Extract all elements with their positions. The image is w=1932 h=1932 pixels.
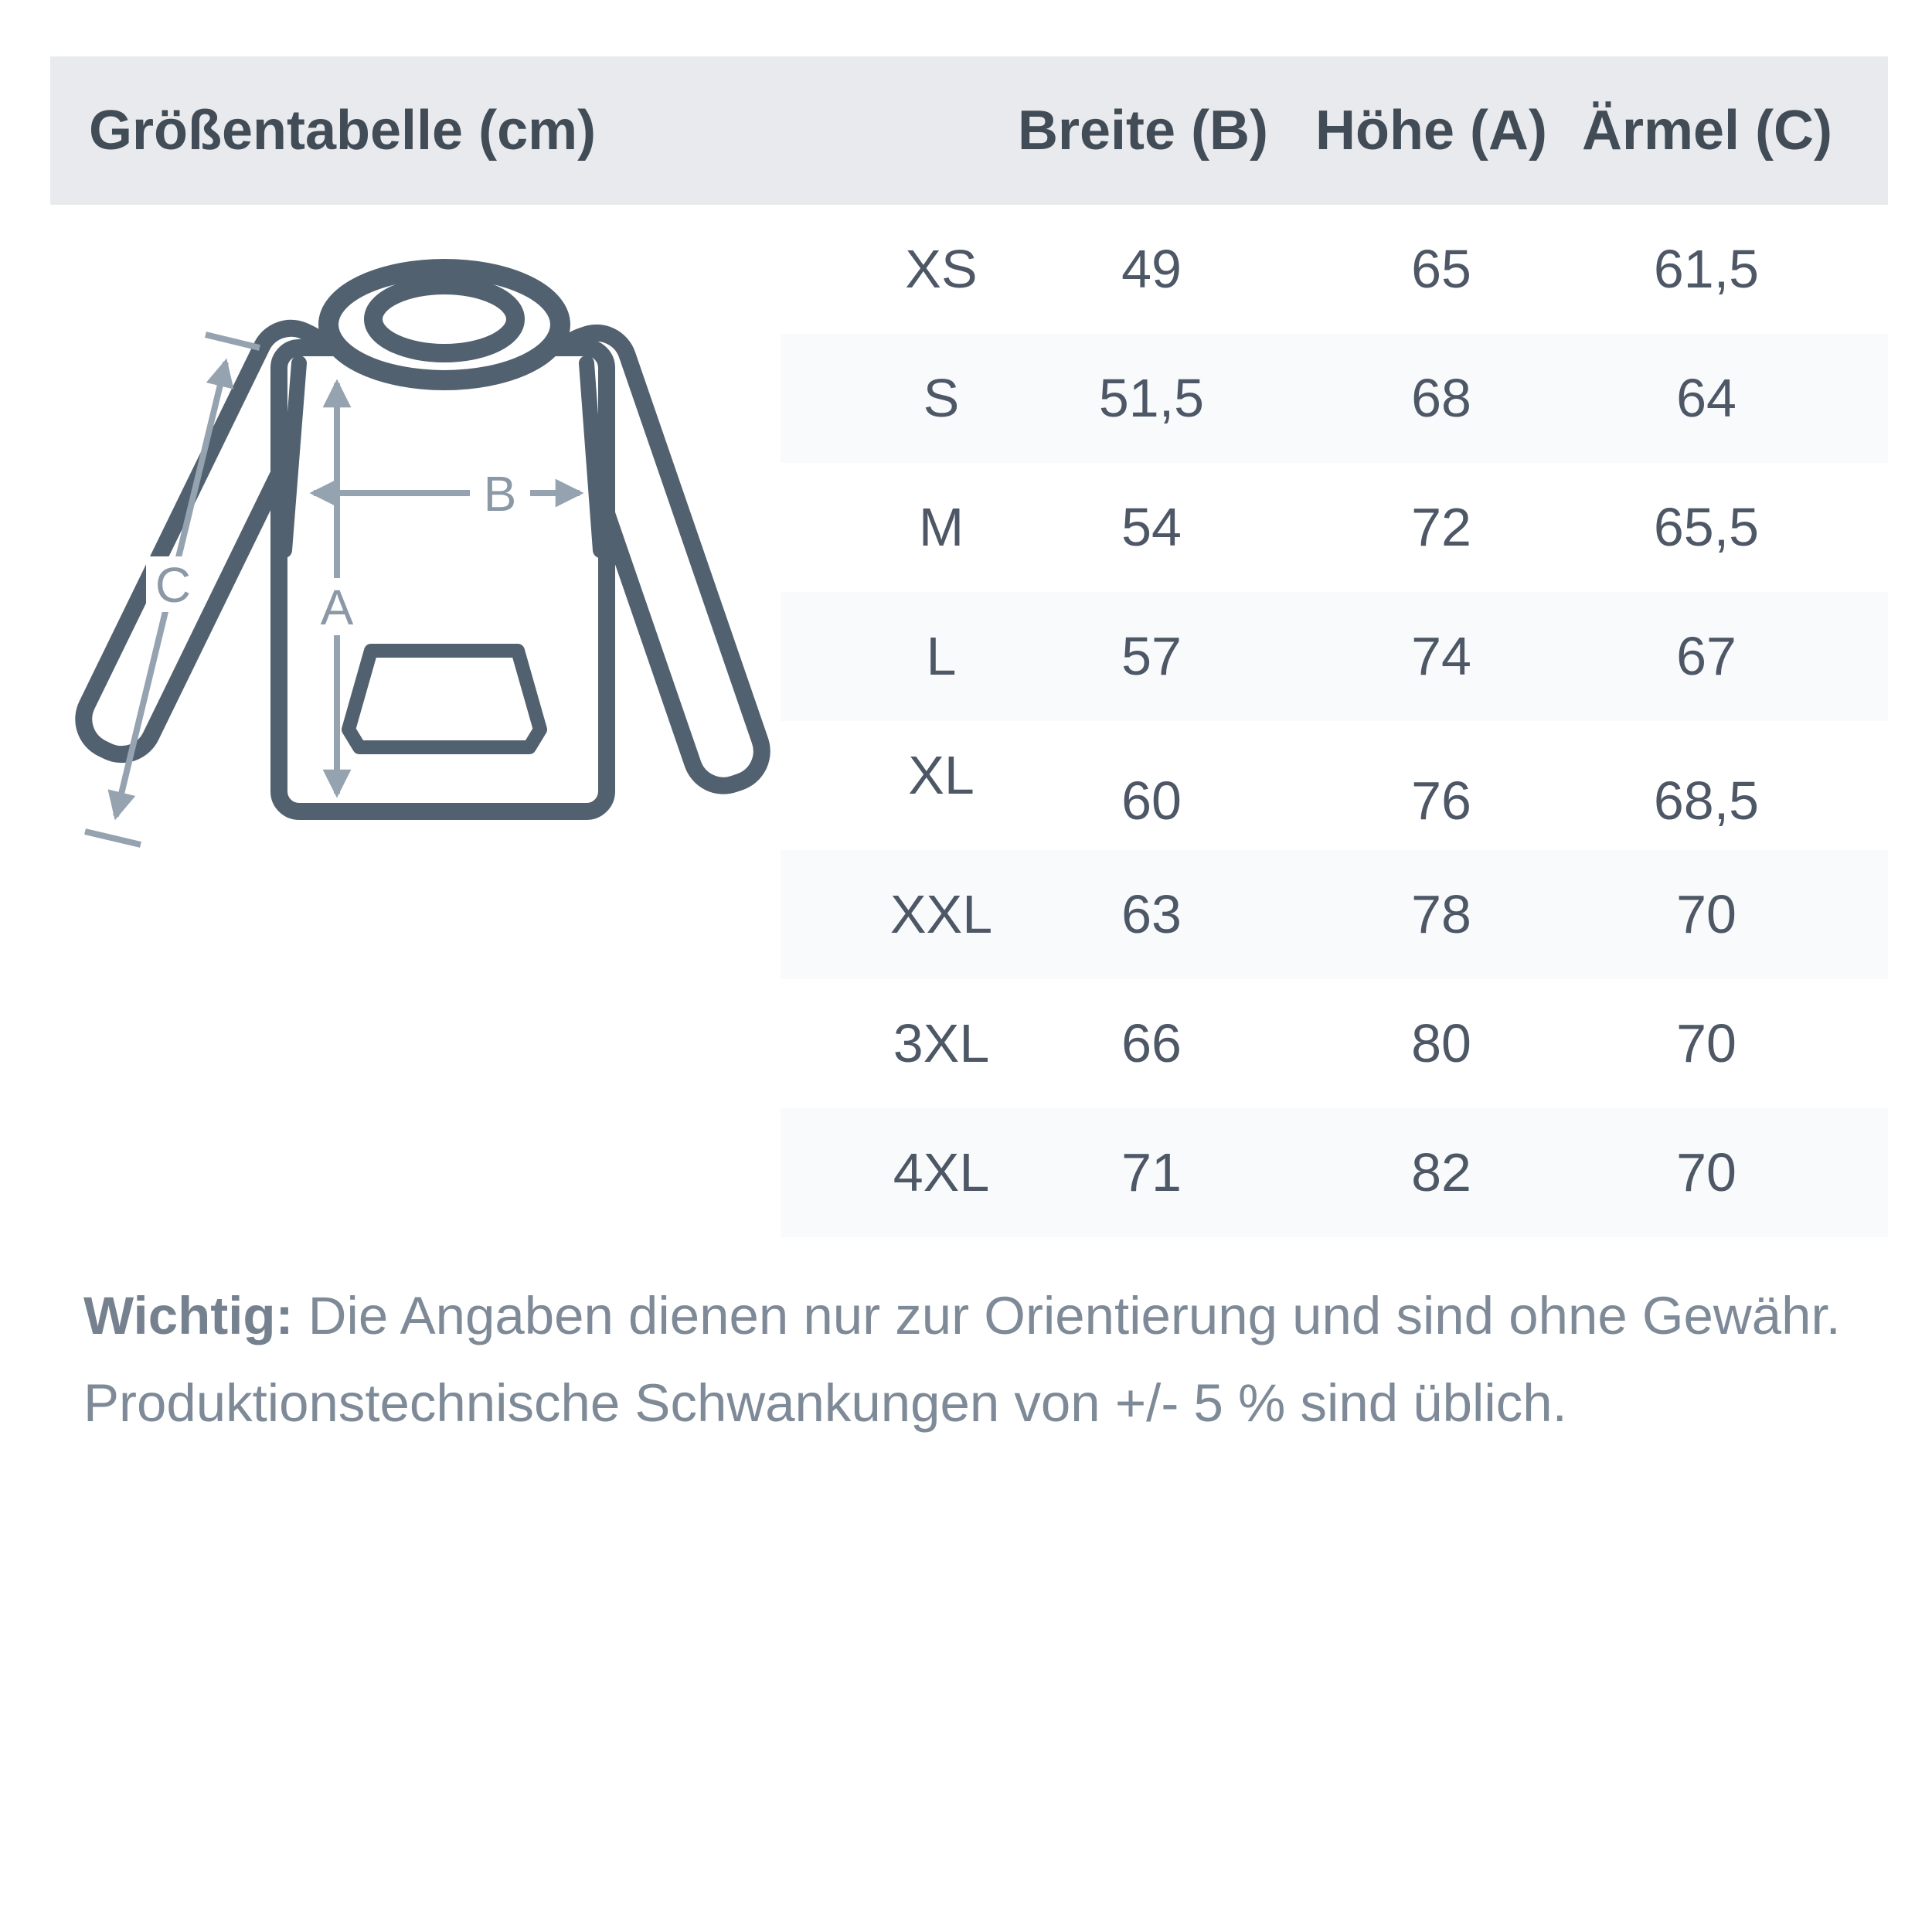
measure-label-a: A [320, 580, 354, 635]
c-extension-tick-bottom [85, 832, 141, 845]
hoehe-value: 65 [1411, 239, 1471, 299]
table-row [781, 721, 1888, 850]
size-label: 4XL [893, 1142, 990, 1202]
size-label: XXL [889, 884, 993, 944]
disclaimer-text-1: Die Angaben dienen nur zur Orientierung und sind ohne Gewähr. [308, 1286, 1841, 1345]
size-label: 3XL [893, 1013, 990, 1073]
disclaimer-line-1 [83, 1272, 1884, 1359]
breite-value: 60 [1121, 770, 1182, 831]
disclaimer-note [83, 1272, 1884, 1447]
table-row [781, 463, 1888, 592]
hoehe-value: 78 [1411, 884, 1471, 944]
measure-label-b: B [483, 466, 517, 522]
table-row [781, 205, 1888, 334]
col-header-hoehe: Höhe (A) [1315, 100, 1547, 162]
breite-value: 51,5 [1098, 368, 1205, 428]
table-row [781, 979, 1888, 1108]
table-row [781, 850, 1888, 979]
size-label: M [918, 497, 964, 557]
hoehe-value: 74 [1411, 626, 1471, 686]
measure-label-c: C [155, 557, 192, 613]
breite-value: 66 [1121, 1013, 1182, 1073]
disclaimer-lead: Wichtig: [83, 1286, 294, 1345]
table-row [781, 1108, 1888, 1237]
size-label: S [923, 368, 960, 428]
size-label: L [926, 626, 957, 686]
c-extension-tick-top [206, 335, 260, 348]
hood-inner-ring [373, 285, 515, 353]
aermel-value: 70 [1676, 1013, 1736, 1073]
breite-value: 49 [1121, 239, 1182, 299]
size-label: XS [905, 239, 978, 299]
col-header-breite: Breite (B) [1017, 100, 1269, 162]
hoodie-diagram [50, 216, 784, 873]
aermel-value: 61,5 [1653, 239, 1760, 299]
breite-value: 54 [1121, 497, 1182, 557]
hoehe-value: 80 [1411, 1013, 1471, 1073]
hoehe-value: 82 [1411, 1142, 1471, 1202]
breite-value: 63 [1121, 884, 1182, 944]
aermel-value: 67 [1676, 626, 1736, 686]
size-table [781, 205, 1888, 1239]
hoehe-value: 76 [1411, 770, 1471, 831]
breite-value: 71 [1121, 1142, 1182, 1202]
aermel-value: 65,5 [1653, 497, 1760, 557]
kangaroo-pocket [349, 651, 540, 747]
aermel-value: 64 [1676, 368, 1736, 428]
page-title: Größentabelle (cm) [89, 100, 597, 162]
table-row [781, 334, 1888, 463]
breite-value: 57 [1121, 626, 1182, 686]
table-header-bar [50, 56, 1888, 205]
disclaimer-line-2: Produktionstechnische Schwankungen von +/- 5 % sind üblich. [83, 1373, 1567, 1433]
hoehe-value: 68 [1411, 368, 1471, 428]
size-label: XL [908, 745, 975, 805]
aermel-value: 70 [1676, 884, 1736, 944]
aermel-value: 68,5 [1653, 770, 1760, 831]
col-header-aermel: Ärmel (C) [1581, 100, 1833, 162]
aermel-value: 70 [1676, 1142, 1736, 1202]
hoehe-value: 72 [1411, 497, 1471, 557]
table-row [781, 592, 1888, 721]
